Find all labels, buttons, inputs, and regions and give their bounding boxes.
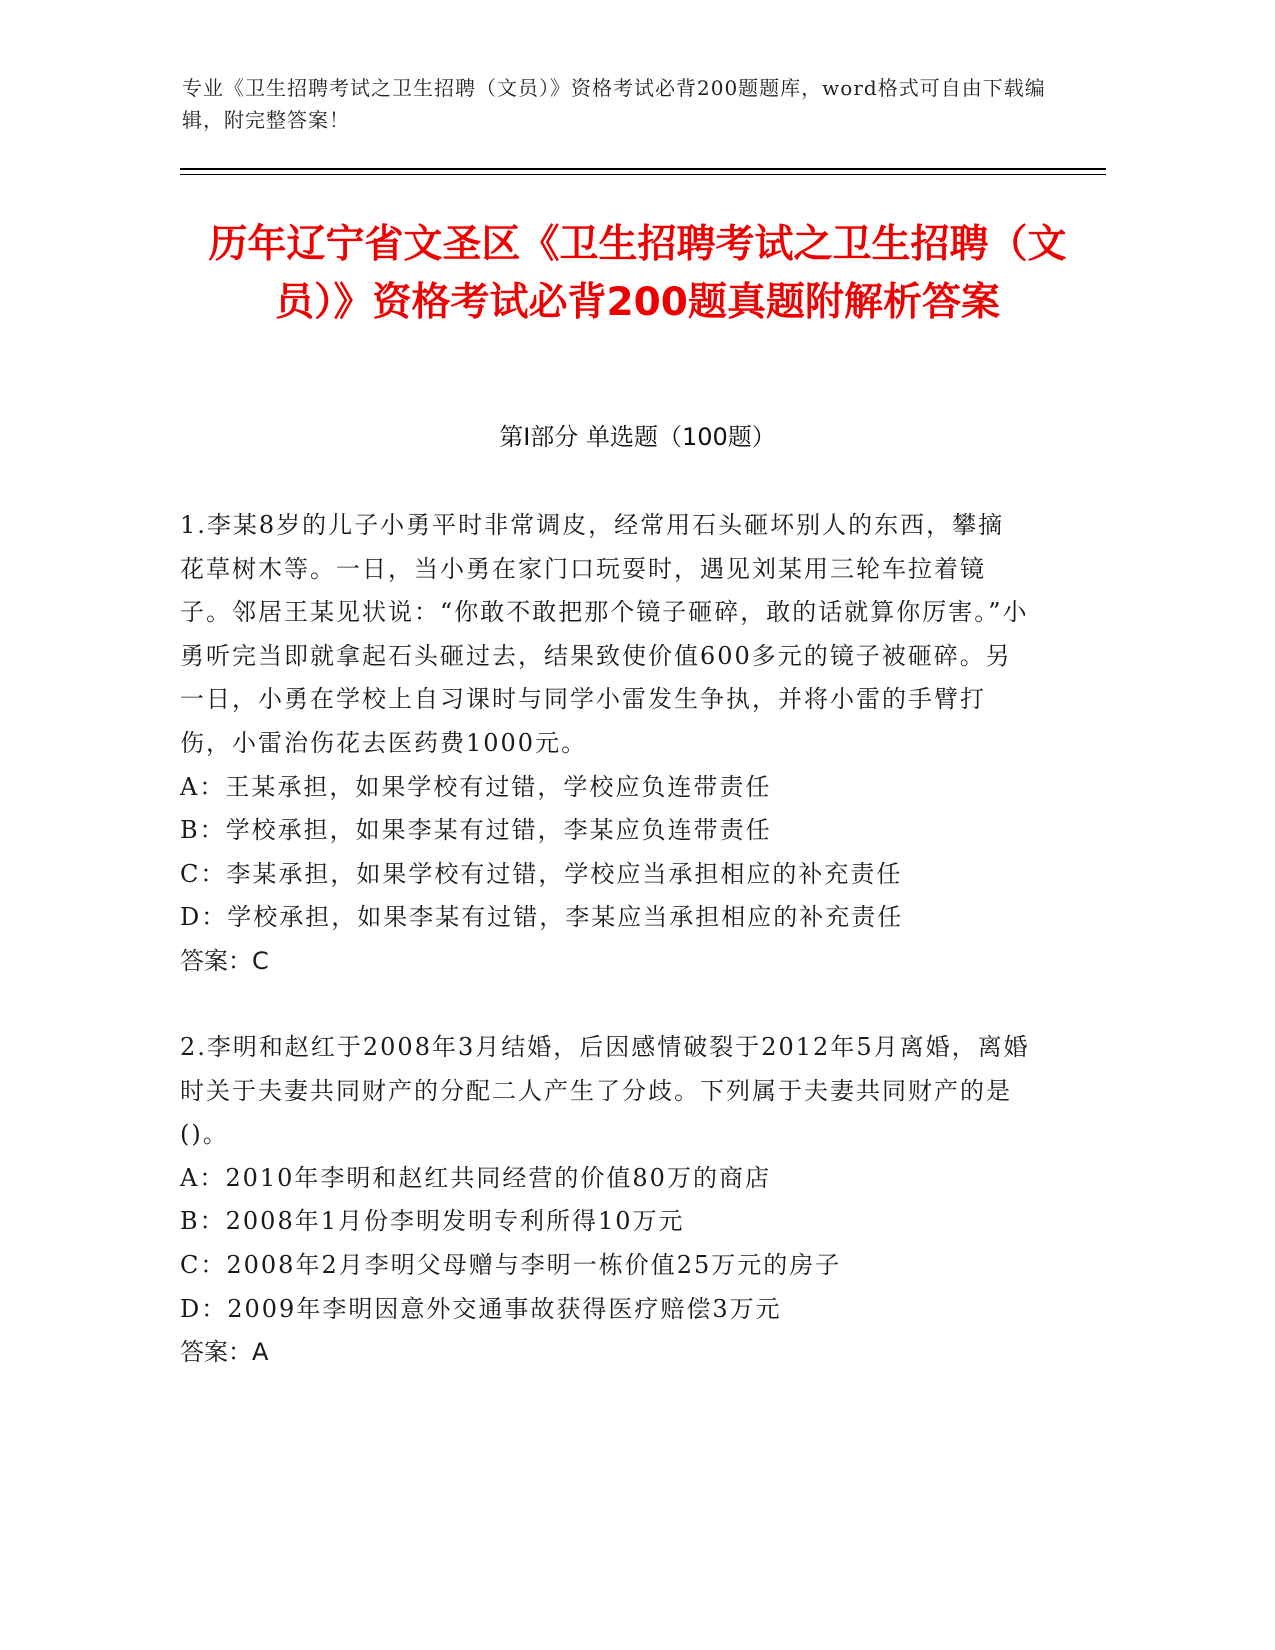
header-divider-thin [180,174,1106,175]
question-1 [180,504,1030,984]
option-a: A：王某承担，如果学校有过错，学校应负连带责任 [180,772,772,801]
header-note: 专业《卫生招聘考试之卫生招聘（文员）》资格考试必背200题题库，word格式可自由下载编辑，附完整答案！ [182,76,1046,132]
answer-line: 答案：A [180,1338,269,1367]
option-c: C：李某承担，如果学校有过错，学校应当承担相应的补充责任 [180,859,903,888]
option-d: D：学校承担，如果李某有过错，李某应当承担相应的补充责任 [180,903,904,932]
question-text: 2.李明和赵红于2008年3月结婚，后因感情破裂于2012年5月离婚，离婚时关于夫妻共同财产的分配二人产生了分歧。下列属于夫妻共同财产的是()。 [180,1033,1030,1149]
question-2 [180,1026,1030,1375]
document-title: 历年辽宁省文圣区《卫生招聘考试之卫生招聘（文员）》资格考试必背200题真题附解析答案 [208,222,1067,325]
option-a: A：2010年李明和赵红共同经营的价值80万的商店 [180,1163,771,1192]
option-b: B：学校承担，如果李某有过错，李某应负连带责任 [180,816,772,845]
header-divider [180,168,1106,170]
section-heading: 第Ⅰ部分 单选题（100题） [499,423,776,451]
option-d: D：2009年李明因意外交通事故获得医疗赔偿3万元 [180,1294,782,1323]
option-b: B：2008年1月份李明发明专利所得10万元 [180,1207,685,1236]
question-text: 1.李某8岁的儿子小勇平时非常调皮，经常用石头砸坏别人的东西，攀摘花草树木等。一日，当小勇在家门口玩耍时，遇见刘某用三轮车拉着镜子。邻居王某见状说：“你敢不敢把那个镜子砸碎，敢的话就算你厉害。”小勇听完当即就拿起石头砸过去，结果致使价值600多元的镜子被砸碎。另一日，小勇在学校上自习课时与同学小雷发生争执，并将小雷的手臂打伤，小雷治伤花去医药费1000元。 [180,511,1029,757]
answer-line: 答案：C [180,946,269,975]
option-c: C：2008年2月李明父母赠与李明一栋价值25万元的房子 [180,1250,842,1279]
